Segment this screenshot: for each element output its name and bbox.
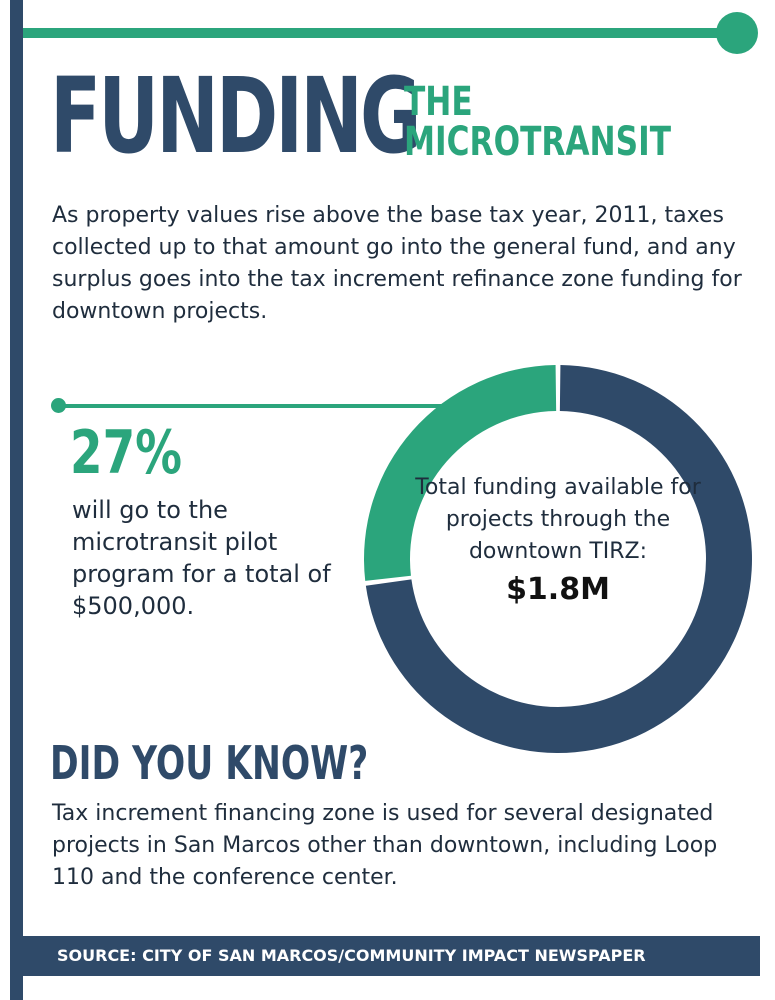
headline-subtitle: [404, 79, 672, 165]
did-you-know-title: DID YOU KNOW?: [50, 736, 369, 790]
source-text: SOURCE: CITY OF SAN MARCOS/COMMUNITY IMPACT NEWSPAPER: [57, 946, 646, 965]
subtitle-line-1: THE: [404, 79, 473, 125]
donut-center-value: $1.8M: [506, 572, 610, 607]
donut-center-caption: Total funding available for projects through the downtown TIRZ:: [415, 475, 701, 564]
callout-connector-dot: [51, 398, 66, 413]
subtitle-line-2: MICROTRANSIT: [404, 119, 672, 165]
callout-text: will go to the microtransit pilot program for a total of $500,000.: [72, 496, 331, 620]
top-accent-dot: [716, 12, 758, 54]
intro-paragraph: As property values rise above the base tax year, 2011, taxes collected up to that amount go into the general fund, and any surplus goes into the tax increment refinance zone funding for downtown projects.: [52, 203, 742, 324]
did-you-know-text: Tax increment financing zone is used for several designated projects in San Marcos other than downtown, including Loop 110 and the conference center.: [52, 801, 718, 890]
donut-center-label: [410, 472, 706, 612]
left-accent-bar: [10, 0, 23, 1000]
callout-percent: 27%: [70, 418, 183, 488]
source-bar: [23, 936, 760, 976]
headline-funding: FUNDING: [50, 55, 419, 177]
top-accent-rule: [23, 28, 743, 38]
